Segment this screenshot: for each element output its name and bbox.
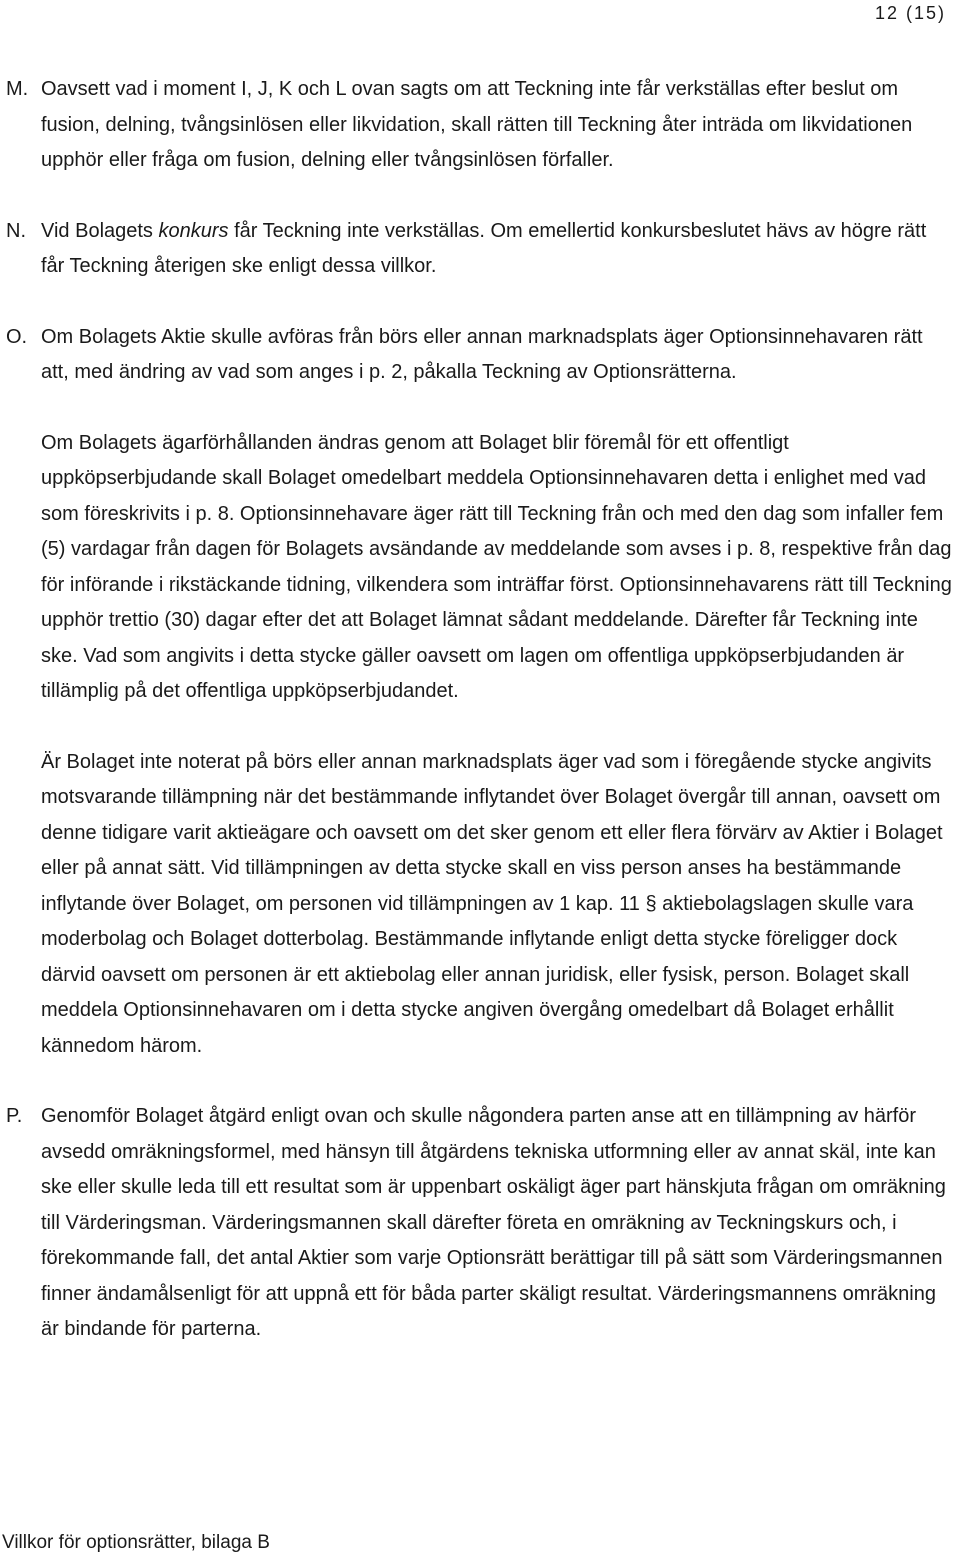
page-footer: Villkor för optionsrätter, bilaga B	[2, 1532, 270, 1553]
clause-p-text: Genomför Bolaget åtgärd enligt ovan och skulle någondera parten anse att en tillämpning av härför avsedd omräkningsformel, med hänsyn till åtgärdens tekniska utformning eller av annat skäl, inte kan ske eller skulle leda till ett resultat som är uppenbart oskäligt äger part hänskjuta frågan om omräkning till Värderingsman. Värderingsmannen skall därefter företa en omräkning av Teckningskurs och, i förekommande fall, det antal Aktier som varje Optionsrätt berättigar till på sätt som Värderingsmannen finner ändamålsenligt för att uppnå ett för båda parter skäligt resultat. Värderingsmannens omräkning är bindande för parterna.	[41, 1105, 946, 1340]
clause-n-text-after: får Teckning inte verkställas. Om emellertid konkursbeslutet hävs av högre rätt får Teckning återigen ske enligt dessa villkor.	[41, 219, 927, 277]
clause-p-letter: P.	[6, 1105, 23, 1127]
clause-m-text: Oavsett vad i moment I, J, K och L ovan sagts om att Teckning inte får verkställas efter beslut om fusion, delning, tvångsinlösen eller likvidation, skall rätten till Teckning åter inträda om likvidationen upphör eller fråga om fusion, delning eller tvångsinlösen förfaller.	[41, 78, 913, 171]
clause-o-paragraph-2-text: Om Bolagets ägarförhållanden ändras genom att Bolaget blir föremål för ett offentligt uppköpserbjudande skall Bolaget omedelbart meddela Optionsinnehavaren detta i enlighet med vad som föreskrivits i p. 8. Optionsinnehavare äger rätt till Teckning från och med den dag som infaller fem (5) vardagar från dagen för Bolagets avsändande av meddelande som avses i p. 8, respektive från dag för införande i rikstäckande tidning, vilkendera som inträffar först. Optionsinnehavarens rätt till Teckning upphör trettio (30) dagar efter det att Bolaget lämnat sådant meddelande. Därefter får Teckning inte ske. Vad som angivits i detta stycke gäller oavsett om lagen om offentliga uppköpserbjudanden är tillämplig på det offentliga uppköpserbjudandet.	[41, 431, 952, 702]
clause-m	[0, 72, 960, 179]
document-body	[0, 72, 960, 1348]
clause-o-paragraph-2	[0, 426, 960, 710]
clause-o	[0, 320, 960, 391]
clause-p	[0, 1099, 960, 1348]
page-number: 12 (15)	[874, 3, 946, 23]
clause-n-emphasis: konkurs	[158, 219, 229, 242]
clause-n-letter: N.	[6, 219, 26, 242]
clause-o-paragraph-3-text: Är Bolaget inte noterat på börs eller annan marknadsplats äger vad som i föregående stycke angivits motsvarande tillämpning när det bestämmande inflytandet över Bolaget övergår till annan, oavsett om denne tidigare varit aktieägare och oavsett om det sker genom ett eller flera förvärv av Aktier i Bolaget eller på annat sätt. Vid tillämpningen av detta stycke skall en viss person anses ha bestämmande inflytande över Bolaget, om personen vid tillämpningen av 1 kap. 11 § aktiebolagslagen skulle vara moderbolag och Bolaget dotterbolag. Bestämmande inflytande enligt detta stycke föreligger dock därvid oavsett om personen är ett aktiebolag eller annan juridisk, eller fysisk, person. Bolaget skall meddela Optionsinnehavaren om i detta stycke angiven övergång omedelbart då Bolaget erhållit kännedom härom.	[41, 750, 943, 1057]
clause-o-text: Om Bolagets Aktie skulle avföras från börs eller annan marknadsplats äger Optionsinnehavaren rätt att, med ändring av vad som anges i p. 2, påkalla Teckning av Optionsrätterna.	[41, 325, 923, 383]
clause-m-letter: M.	[6, 78, 29, 100]
clause-o-letter: O.	[6, 325, 28, 348]
clause-o-paragraph-3	[0, 745, 960, 1065]
clause-n	[0, 214, 960, 285]
clause-n-text-before: Vid Bolagets	[41, 219, 159, 242]
